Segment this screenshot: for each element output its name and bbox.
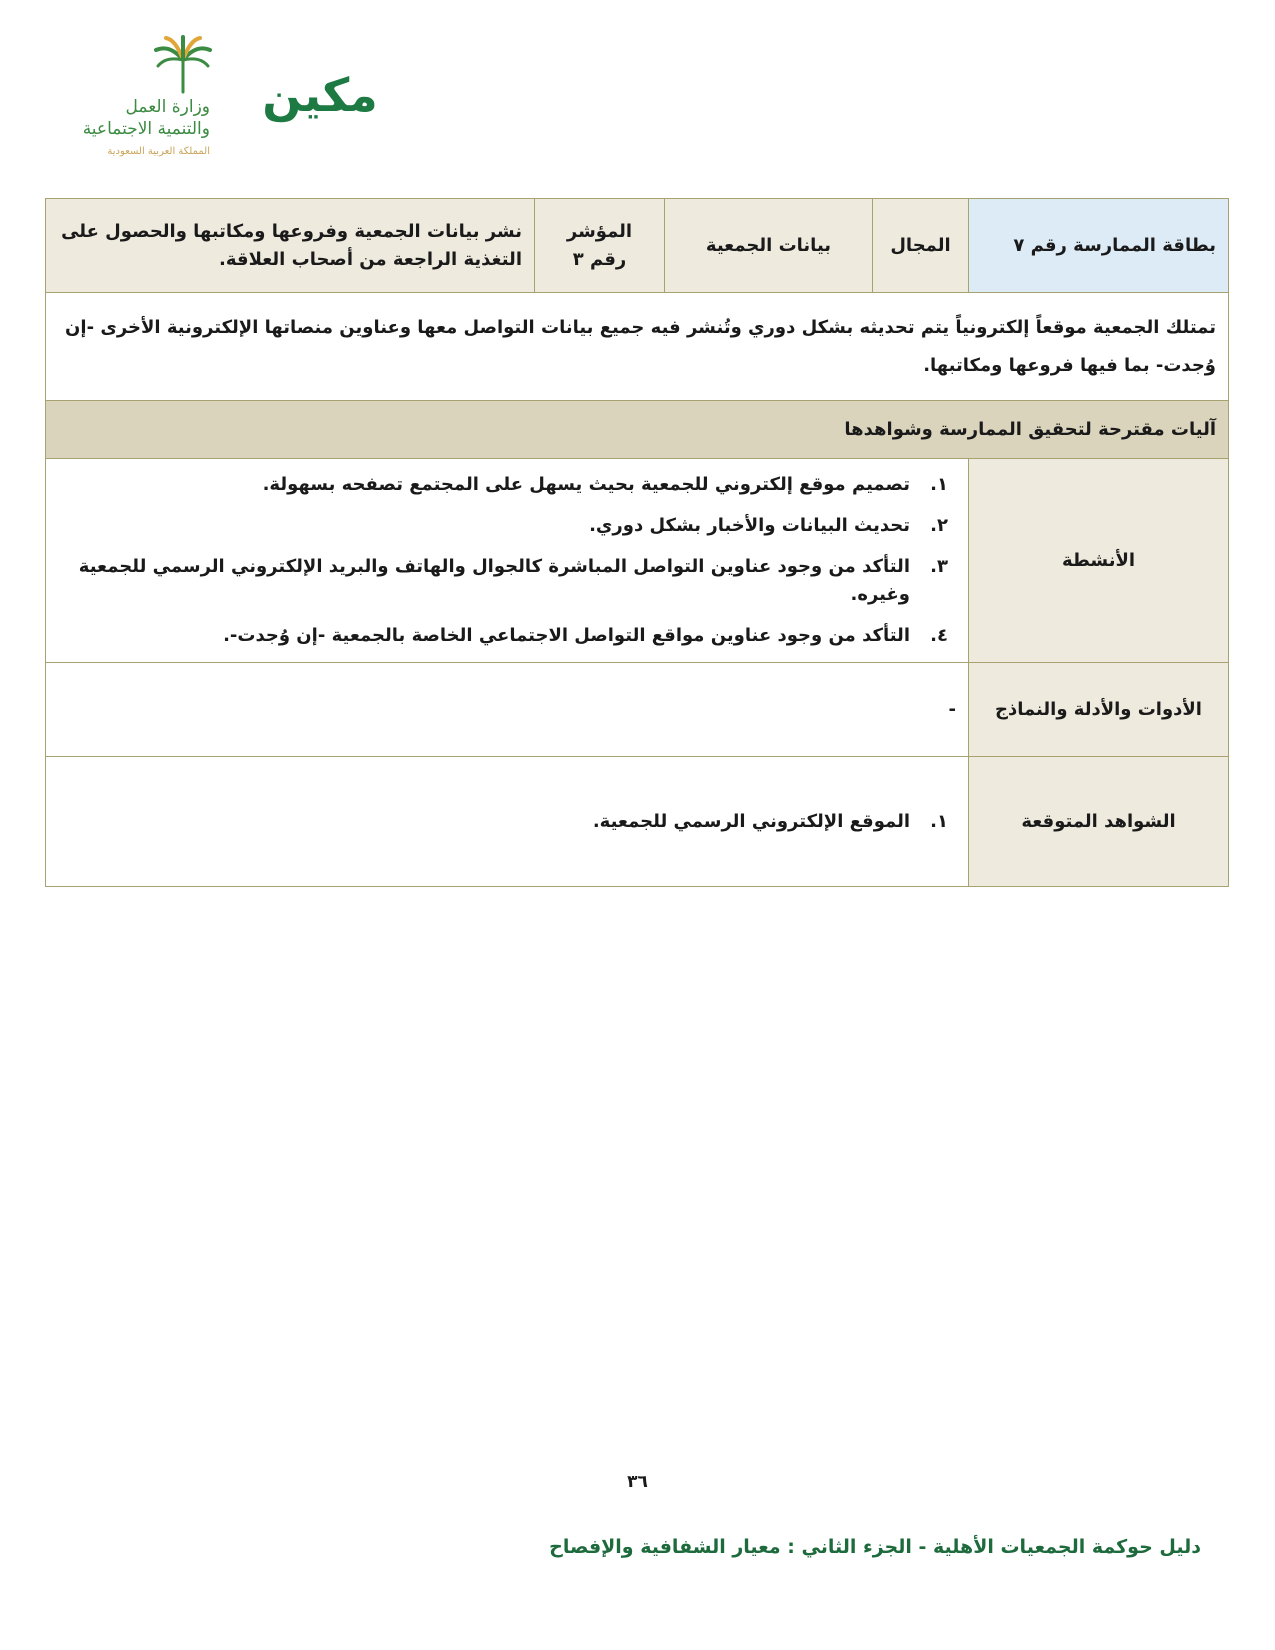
indicator-text: نشر بيانات الجمعية وفروعها ومكاتبها والحصول على التغذية الراجعة من أصحاب العلاقة. xyxy=(46,199,535,293)
evidence-label: الشواهد المتوقعة xyxy=(969,757,1229,887)
activities-row xyxy=(46,459,1229,663)
evidence-row xyxy=(46,757,1229,887)
field-value: بيانات الجمعية xyxy=(665,199,873,293)
activity-item: ٢. تحديث البيانات والأخبار بشكل دوري. xyxy=(589,514,948,536)
tools-label: الأدوات والأدلة والنماذج xyxy=(969,663,1229,757)
card-header-row xyxy=(46,199,1229,293)
description-row xyxy=(46,293,1229,401)
tools-row xyxy=(46,663,1229,757)
activities-cell xyxy=(46,459,969,663)
evidence-cell xyxy=(46,757,969,887)
ministry-logo xyxy=(60,34,210,164)
mechanisms-row xyxy=(46,401,1229,459)
indicator-label: المؤشر رقم ٣ xyxy=(535,199,665,293)
evidence-item: ١. الموقع الإلكتروني الرسمي للجمعية. xyxy=(592,810,948,832)
practice-card-table xyxy=(45,198,1229,887)
activities-label: الأنشطة xyxy=(969,459,1229,663)
ministry-country: المملكة العربية السعودية xyxy=(107,146,210,157)
ministry-name-line1: وزارة العمل xyxy=(125,97,210,117)
page-number: ٣٦ xyxy=(627,1472,648,1492)
footer-title: دليل حوكمة الجمعيات الأهلية - الجزء الثاني : معيار الشفافية والإفصاح xyxy=(549,1536,1201,1558)
activity-item: ٤. التأكد من وجود عناوين مواقع التواصل الاجتماعي الخاصة بالجمعية -إن وُجدت-. xyxy=(223,624,948,646)
tools-value: - xyxy=(46,663,969,757)
palm-tree-icon xyxy=(152,34,214,94)
mechanisms-heading: آليات مقترحة لتحقيق الممارسة وشواهدها xyxy=(46,401,1229,459)
card-title: بطاقة الممارسة رقم ٧ xyxy=(969,199,1229,293)
brand-logo-text: مكين xyxy=(262,68,378,122)
field-label: المجال xyxy=(873,199,969,293)
practice-description: تمتلك الجمعية موقعاً إلكترونياً يتم تحديثه بشكل دوري وتُنشر فيه جميع بيانات التواصل معها وعناوين منصاتها الإلكترونية الأخرى -إن وُجدت- بما فيها فروعها ومكاتبها. xyxy=(46,293,1229,401)
evidence-list xyxy=(58,802,956,843)
activities-list xyxy=(58,465,956,656)
activity-item: ١. تصميم موقع إلكتروني للجمعية بحيث يسهل على المجتمع تصفحه بسهولة. xyxy=(262,474,948,495)
header-logos xyxy=(60,34,400,164)
activity-item: ٣. التأكد من وجود عناوين التواصل المباشرة كالجوال والهاتف والبريد الإلكتروني الرسمي للجمعية وغيره. xyxy=(78,555,948,605)
ministry-name-line2: والتنمية الاجتماعية xyxy=(82,119,210,139)
